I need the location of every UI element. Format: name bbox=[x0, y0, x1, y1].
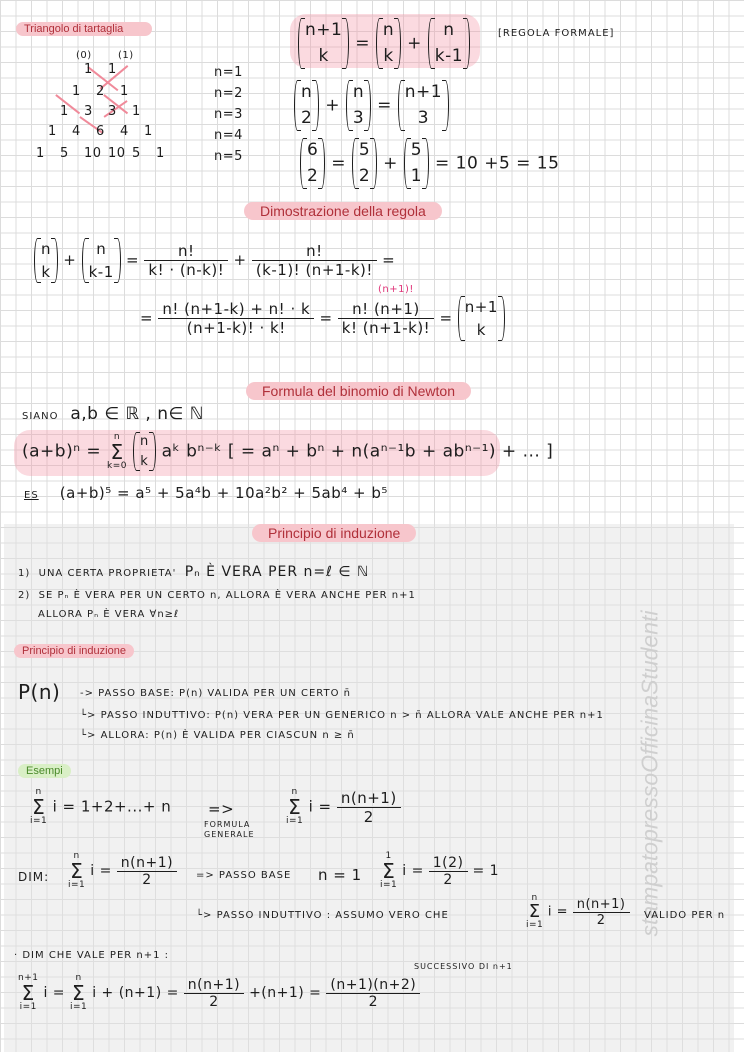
induction-item-2b: ALLORA Pₙ È VERA ∀n≥ℓ bbox=[38, 609, 180, 620]
successor-note: SUCCESSIVO DI n+1 bbox=[414, 962, 513, 971]
examples-title: Esempi bbox=[18, 764, 71, 778]
rule-note: [REGOLA FORMALE] bbox=[498, 28, 615, 39]
tartaglia-number: 4 bbox=[120, 124, 129, 139]
rule-formula: n+1 k = n k + n k-1 bbox=[298, 18, 470, 69]
tartaglia-number: 10 bbox=[84, 146, 102, 161]
tartaglia-top-left: (0) bbox=[76, 50, 92, 61]
tartaglia-number: 2 bbox=[96, 84, 105, 99]
example-arrow: => bbox=[208, 800, 235, 818]
tartaglia-number: 5 bbox=[60, 146, 69, 161]
newton-siano: SIANO a,b ∈ ℝ , n∈ ℕ bbox=[22, 404, 204, 424]
tartaglia-number: 1 bbox=[156, 146, 165, 161]
tartaglia-title: Triangolo di tartaglia bbox=[16, 22, 152, 36]
n-label: n=5 bbox=[214, 149, 243, 164]
general-formula: n Σ i=1 i = $\frac{n(n+1)}{2}$ bbox=[286, 788, 401, 826]
dim-formula: n Σ i=1 i = $\frac{n(n+1)}{2}$ bbox=[68, 852, 177, 890]
induction-item-2: 2) SE Pₙ È VERA PER UN CERTO n, ALLORA È VERA ANCHE PER n+1 bbox=[18, 590, 416, 601]
dim-next: · DIM CHE VALE PER n+1 : bbox=[14, 950, 170, 961]
proof-line-1: n k + n k-1 = $\frac{n!}{k! \cdot (n-k)!}$ + $\frac{n!}{(k-1)! (n+1-k)!}$ = bbox=[34, 238, 395, 283]
n-equals-1: n = 1 bbox=[318, 866, 362, 884]
n-label: n=3 bbox=[214, 107, 243, 122]
newton-formula: (a+b)ⁿ = n Σ k=0 n k aᵏ bⁿ⁻ᵏ [ = aⁿ + bⁿ + n(aⁿ⁻¹b + abⁿ⁻¹) + ... ] bbox=[22, 431, 554, 471]
tartaglia-number: 10 bbox=[108, 146, 126, 161]
formula-label: FORMULA GENERALE bbox=[204, 820, 255, 839]
inductive-step: └> PASSO INDUTTIVO : ASSUMO VERO CHE bbox=[196, 910, 449, 921]
tartaglia-number: 3 bbox=[84, 104, 93, 119]
example-sum: n Σ i=1 i = 1+2+...+ n bbox=[30, 787, 172, 826]
tartaglia-number: 1 bbox=[144, 124, 153, 139]
valid-for-n: VALIDO PER n bbox=[644, 910, 726, 921]
tartaglia-top-right: (1) bbox=[118, 50, 134, 61]
induction-subtitle: Principio di induzione bbox=[14, 644, 134, 658]
tartaglia-number: 1 bbox=[84, 62, 93, 77]
tartaglia-n-labels bbox=[214, 62, 243, 167]
inductive-formula: n Σ i=1 i = $\frac{n(n+1)}{2}$ bbox=[526, 894, 630, 930]
passo-base-label: => PASSO BASE bbox=[196, 870, 292, 881]
dim-label: DIM: bbox=[18, 870, 50, 884]
base-case: 1 Σ i=1 i = $\frac{1(2)}{2}$ = 1 bbox=[380, 851, 500, 890]
n-label: n=1 bbox=[214, 65, 243, 80]
induction-title: Principio di induzione bbox=[252, 524, 416, 542]
induction-item-1: 1) UNA CERTA PROPRIETA' Pₙ È VERA PER n=ℓ ∈ ℕ bbox=[18, 564, 370, 580]
induction-step-base: -> PASSO BASE: P(n) VALIDA PER UN CERTO n̄ bbox=[80, 688, 351, 699]
tartaglia-number: 3 bbox=[108, 104, 117, 119]
n-label: n=4 bbox=[214, 128, 243, 143]
newton-title: Formula del binomio di Newton bbox=[246, 382, 471, 400]
proof-title: Dimostrazione della regola bbox=[244, 202, 442, 220]
rule-example-1: n 2 + n 3 = n+1 3 bbox=[294, 80, 449, 131]
tartaglia-number: 1 bbox=[132, 104, 141, 119]
rule-example-2: 6 2 = 5 2 + 5 1 = 10 +5 = 15 bbox=[300, 138, 559, 189]
newton-example: ES (a+b)⁵ = a⁵ + 5a⁴b + 10a²b² + 5ab⁴ + b⁵ bbox=[24, 484, 388, 502]
tartaglia-number: 4 bbox=[72, 124, 81, 139]
tartaglia-number: 6 bbox=[96, 124, 105, 139]
tartaglia-number: 5 bbox=[132, 146, 141, 161]
proof-annotation: (n+1)! bbox=[378, 284, 414, 295]
n-label: n=2 bbox=[214, 86, 243, 101]
induction-step-inductive: └> PASSO INDUTTIVO: P(n) VERA PER UN GENERICO n > n̄ ALLORA VALE ANCHE PER n+1 bbox=[80, 710, 604, 721]
tartaglia-number: 1 bbox=[72, 84, 81, 99]
induction-pn: P(n) bbox=[18, 680, 61, 704]
proof-line-2: = $\frac{n! (n+1-k) + n! \cdot k}{(n+1-k)! \cdot k!}$ = $\frac{n! (n+1)}{k! (n+1-k)!}$ = n+1 k bbox=[140, 296, 505, 341]
tartaglia-number: 1 bbox=[60, 104, 69, 119]
tartaglia-number: 1 bbox=[120, 84, 129, 99]
inductive-proof: n+1 Σ i=1 i = n Σ i=1 i + (n+1) = $\frac{n(n+1)}{2}$ +(n+1) = $\frac{(n+1)(n+2)}{2}$ bbox=[18, 974, 420, 1012]
tartaglia-number: 1 bbox=[108, 62, 117, 77]
watermark: stampatopressoOfficinaStudenti bbox=[636, 610, 663, 937]
tartaglia-number: 1 bbox=[36, 146, 45, 161]
tartaglia-number: 1 bbox=[48, 124, 57, 139]
induction-step-conclusion: └> ALLORA: P(n) È VALIDA PER CIASCUN n ≥ n̄ bbox=[80, 730, 355, 741]
